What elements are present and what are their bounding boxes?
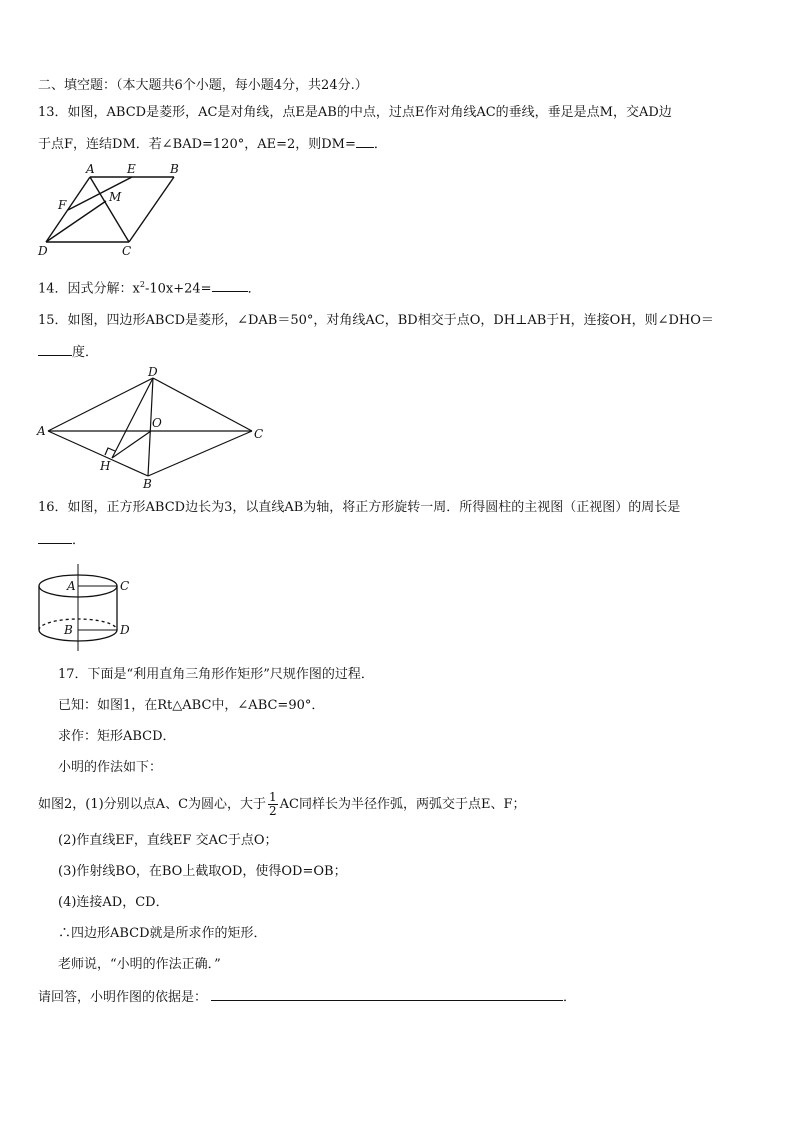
q15-label-d: D — [148, 365, 158, 379]
q16-label-c: C — [120, 579, 130, 593]
q15-label-a: A — [37, 424, 46, 438]
q15-edge-dc — [153, 378, 252, 431]
q14-end: ． — [247, 281, 261, 297]
q15-segment-dh — [112, 378, 153, 458]
q13-text: 于点F，连结DM．若∠BAD=120°，AE=2，则DM= — [38, 137, 356, 152]
q15-segment-oh — [112, 431, 151, 458]
q13-label-e: E — [127, 162, 136, 176]
q13-segment-dm — [46, 201, 106, 242]
q14-line — [38, 276, 261, 298]
q17-answer-prompt: 请回答，小明作图的依据是： — [38, 990, 208, 1005]
q15-line1: 15．如图，四边形ABCD是菱形，∠DAB＝50°，对角线AC，BD相交于点O，DH⊥AB于H，连接OH，则∠DHO＝ — [38, 313, 714, 328]
q17-line3: 求作：矩形ABCD． — [58, 729, 176, 744]
q17-line1: 17．下面是“利用直角三角形作矩形”尺规作图的过程． — [58, 667, 374, 682]
q15-label-h: H — [100, 459, 111, 473]
q13-end: ． — [373, 137, 387, 152]
section-title: 二、填空题：（本大题共6个小题，每小题4分，共24分.） — [38, 78, 368, 93]
q17-line2: 已知：如图1，在Rt△ABC中，∠ABC=90°． — [58, 698, 325, 713]
q17-line9: ∴四边形ABCD就是所求作的矩形． — [58, 926, 267, 941]
q14-suffix: -10x+24= — [144, 281, 212, 297]
q14-prefix: 14．因式分解：x — [38, 281, 140, 297]
q16-cylinder-figure — [34, 562, 138, 654]
q17-line6: (2)作直线EF，直线EF 交AC于点O； — [58, 833, 278, 848]
q13-label-c: C — [122, 244, 132, 258]
q17-fraction — [268, 791, 278, 818]
q13-rhombus-figure — [34, 160, 186, 260]
q17-line5 — [38, 790, 526, 820]
q16-end: ． — [72, 533, 86, 548]
q15-label-b: B — [143, 477, 152, 491]
q15-answer-blank[interactable] — [38, 343, 72, 356]
q17-step1-prefix: 如图2，(1)分别以点A、C为圆心，大于 — [38, 797, 267, 812]
q13-label-b: B — [170, 162, 179, 176]
q13-line1: 13．如图，ABCD是菱形，AC是对角线，点E是AB的中点，过点E作对角线AC的垂线，垂足是点M，交AD边 — [38, 105, 672, 120]
q17-line11 — [38, 988, 576, 1007]
q13-label-d: D — [38, 244, 48, 258]
q16-line2 — [38, 531, 85, 550]
q14-answer-blank[interactable] — [212, 279, 248, 292]
q17-end: ． — [563, 990, 577, 1005]
q15-edge-ad — [48, 378, 153, 431]
q17-line7: (3)作射线BO，在BO上截取OD，使得OD=OB； — [58, 864, 347, 879]
q16-label-d: D — [120, 623, 130, 637]
q16-answer-blank[interactable] — [38, 531, 72, 544]
q15-label-o: O — [152, 416, 162, 430]
q17-line10: 老师说，“小明的作法正确．” — [58, 957, 221, 972]
q15-edge-cb — [148, 431, 252, 476]
q16-label-b: B — [64, 623, 73, 637]
q16-label-a: A — [67, 579, 76, 593]
q15-label-c: C — [254, 427, 264, 441]
q17-line4: 小明的作法如下： — [58, 760, 163, 775]
q13-label-m: M — [109, 190, 122, 204]
q15-rhombus-figure — [34, 364, 274, 492]
q13-answer-blank[interactable] — [356, 135, 374, 148]
q17-answer-blank[interactable] — [211, 988, 563, 1001]
q16-line1: 16．如图，正方形ABCD边长为3，以直线AB为轴，将正方形旋转一周．所得圆柱的主视图（正视图）的周长是 — [38, 500, 681, 515]
q15-edge-ba — [48, 431, 148, 476]
q17-fraction-numerator: 1 — [269, 790, 277, 804]
q13-edge-bc — [129, 177, 174, 242]
q15-line2 — [38, 343, 98, 362]
q14-sup: 2 — [139, 280, 145, 289]
q13-line2 — [38, 135, 387, 154]
q17-line8: (4)连接AD，CD． — [58, 895, 169, 910]
q15-end: 度． — [72, 345, 99, 360]
q13-label-f: F — [58, 198, 67, 212]
q17-step1-suffix: AC同样长为半径作弧，两弧交于点E、F； — [279, 797, 526, 812]
q13-label-a: A — [86, 162, 95, 176]
q13-diagonal-ac — [90, 177, 129, 242]
q17-fraction-denominator: 2 — [269, 804, 277, 818]
